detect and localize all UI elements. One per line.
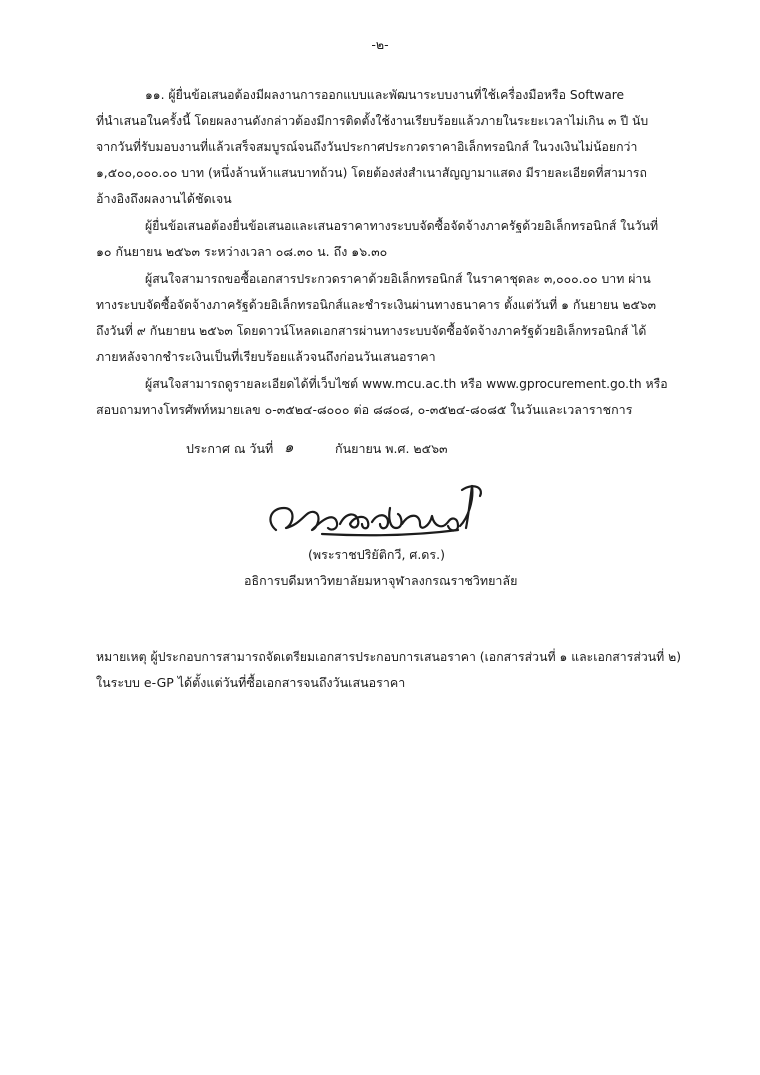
signer-title: อธิการบดีมหาวิทยาลัยมหาจุฬาลงกรณราชวิทยาลัย — [244, 573, 518, 588]
announce-suffix: กันยายน พ.ศ. ๒๕๖๓ — [335, 441, 448, 456]
para1-line-4: ๑,๕๐๐,๐๐๐.๐๐ บาท (หนึ่งล้านห้าแสนบาทถ้วน) โดยต้องส่งสำเนาสัญญามาแสดง มีรายละเอียดที่สามารถ — [96, 166, 647, 180]
para3-line-3: ถึงวันที่ ๙ กันยายน ๒๕๖๓ โดยดาวน์โหลดเอกสารผ่านทางระบบจัดซื้อจัดจ้างภาครัฐด้วยอิเล็กทรอนิกส์ ได้ — [96, 324, 647, 338]
page-number: -๒- — [371, 37, 389, 52]
para1-line-3: จากวันที่รับมอบงานที่แล้วเสร็จสมบูรณ์จนถึงวันประกาศประกวดราคาอิเล็กทรอนิกส์ ในวงเงินไม่น้อยกว่า — [96, 140, 638, 154]
handwritten-signature — [262, 478, 512, 550]
para1-line-1: ๑๑. ผู้ยื่นข้อเสนอต้องมีผลงานการออกแบบและพัฒนาระบบงานที่ใช้เครื่องมือหรือ Software — [145, 88, 625, 102]
para3-line-4: ภายหลังจากชำระเงินเป็นที่เรียบร้อยแล้วจนถึงก่อนวันเสนอราคา — [96, 349, 436, 364]
para2-line-1: ผู้ยื่นข้อเสนอต้องยื่นข้อเสนอและเสนอราคาทางระบบจัดซื้อจัดจ้างภาครัฐด้วยอิเล็กทรอนิกส์ ในวันที่ — [145, 219, 659, 233]
para1-line-2: ที่นำเสนอในครั้งนี้ โดยผลงานดังกล่าวต้องมีการติดตั้งใช้งานเรียบร้อยแล้วภายในระยะเวลาไม่เกิน ๓ ปี นับ — [96, 114, 649, 128]
para4-line-1: ผู้สนใจสามารถดูรายละเอียดได้ที่เว็บไซต์ www.mcu.ac.th หรือ www.gprocurement.go.th หรือ — [145, 377, 668, 391]
para1-line-5: อ้างอิงถึงผลงานได้ชัดเจน — [96, 191, 232, 206]
announce-day: ๑ — [284, 438, 294, 456]
para4-line-2: สอบถามทางโทรศัพท์หมายเลข ๐-๓๕๒๔-๘๐๐๐ ต่อ ๘๘๐๘, ๐-๓๕๒๔-๘๐๘๕ ในวันและเวลาราชการ — [96, 402, 633, 417]
note-line-2: ในระบบ e-GP ได้ตั้งแต่วันที่ซื้อเอกสารจนถึงวันเสนอราคา — [96, 675, 406, 690]
announce-prefix: ประกาศ ณ วันที่ — [186, 441, 274, 456]
note-line-1: หมายเหตุ ผู้ประกอบการสามารถจัดเตรียมเอกสารประกอบการเสนอราคา (เอกสารส่วนที่ ๑ และเอกสารส่วนที่ ๒) — [96, 650, 682, 664]
para2-line-2: ๑๐ กันยายน ๒๕๖๓ ระหว่างเวลา ๐๘.๓๐ น. ถึง ๑๖.๓๐ — [96, 244, 388, 259]
para3-line-2: ทางระบบจัดซื้อจัดจ้างภาครัฐด้วยอิเล็กทรอนิกส์และชำระเงินผ่านทางธนาคาร ตั้งแต่วันที่ ๑ กันยายน ๒๕๖๓ — [96, 298, 656, 312]
signer-name: (พระราชปริยัติกวี, ศ.ดร.) — [308, 547, 445, 562]
para3-line-1: ผู้สนใจสามารถขอซื้อเอกสารประกวดราคาด้วยอิเล็กทรอนิกส์ ในราคาชุดละ ๓,๐๐๐.๐๐ บาท ผ่าน — [145, 272, 651, 286]
